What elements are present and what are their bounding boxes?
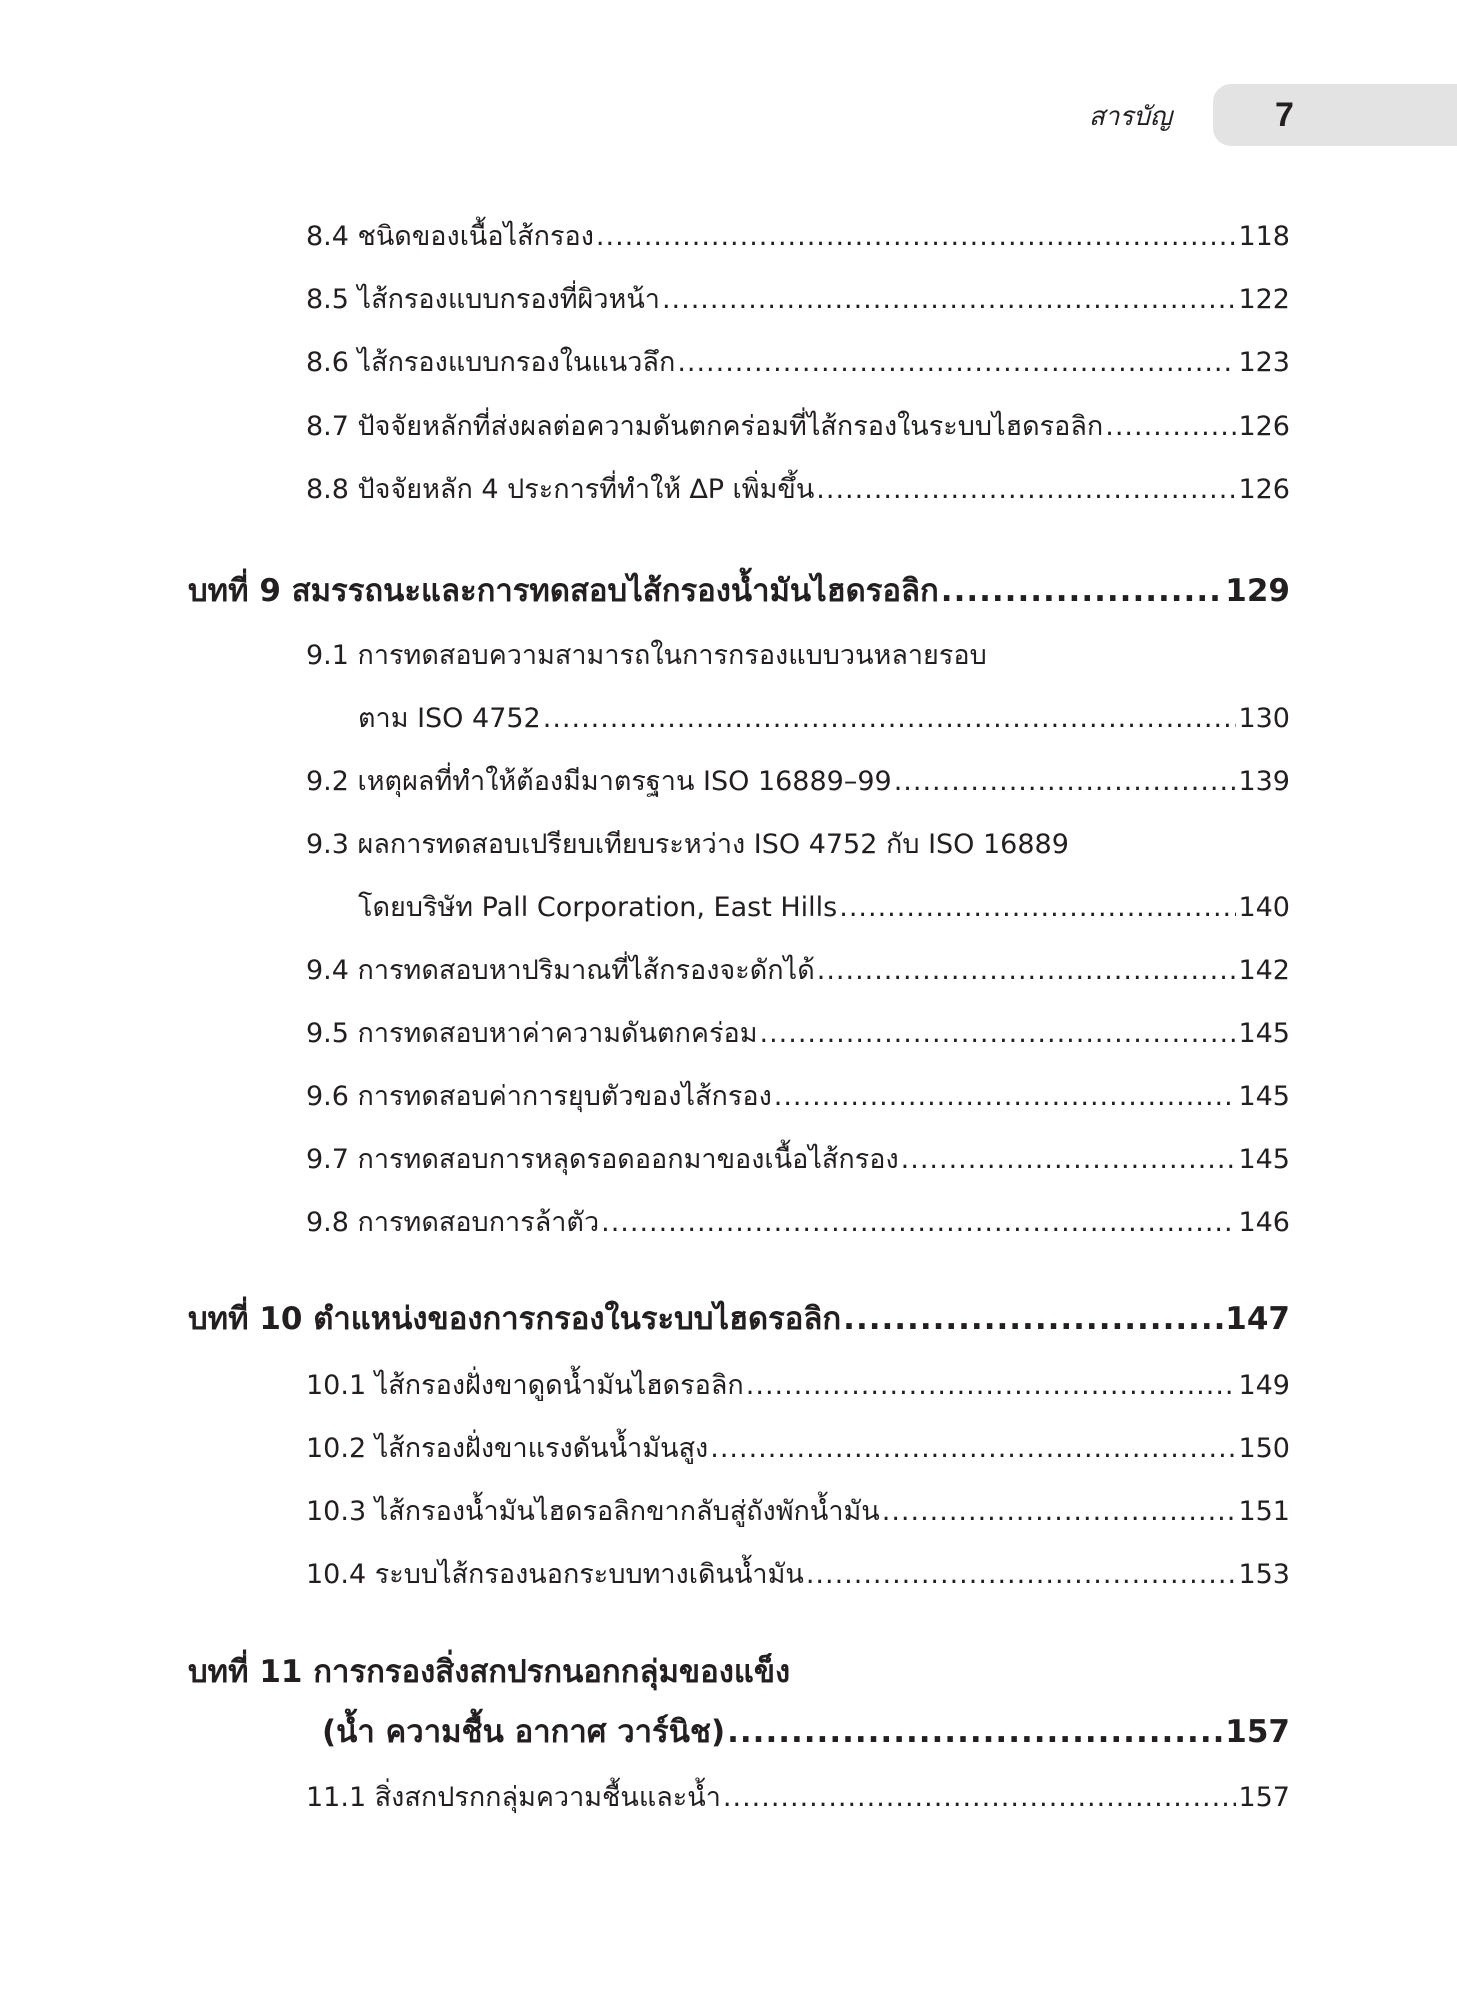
toc-entry-page: 123 (1238, 347, 1290, 378)
toc-entry-8-8[interactable] (306, 467, 1290, 510)
running-header-label: สารบัญ (1088, 102, 1172, 132)
toc-chapter-11[interactable] (322, 1706, 1290, 1756)
toc-entry-8-5[interactable] (306, 277, 1290, 320)
toc-entry-title: 8.5 ไส้กรองแบบกรองที่ผิวหน้า (306, 284, 660, 315)
toc-chapter-title: บทที่ 10 ตำแหน่งของการกรองในระบบไฮดรอลิก (188, 1301, 842, 1337)
toc-entry-title: โดยบริษัท Pall Corporation, East Hills (358, 892, 838, 923)
dot-leader (894, 766, 1237, 797)
dot-leader (901, 1144, 1237, 1175)
dot-leader (710, 1433, 1236, 1464)
toc-entry-page: 150 (1238, 1433, 1290, 1464)
toc-entry-9-2[interactable] (306, 759, 1290, 802)
page-number: 7 (1275, 96, 1294, 134)
toc-entry-title: 8.7 ปัจจัยหลักที่ส่งผลต่อความดันตกคร่อมที่ไส้กรองในระบบไฮดรอลิก (306, 411, 1104, 442)
toc-entry-9-7[interactable] (306, 1137, 1290, 1180)
toc-entry-9-4[interactable] (306, 948, 1290, 991)
dot-leader (806, 1559, 1237, 1590)
toc-entry-page: 140 (1238, 892, 1290, 923)
toc-entry-9-6[interactable] (306, 1074, 1290, 1117)
toc-entry-10-1[interactable] (306, 1363, 1290, 1406)
toc-chapter-page: 147 (1225, 1301, 1290, 1337)
toc-chapter-9[interactable] (188, 565, 1290, 615)
dot-leader (941, 573, 1223, 609)
dot-leader (843, 1301, 1223, 1337)
toc-entry-title: 9.8 การทดสอบการล้าตัว (306, 1207, 600, 1238)
toc-entry-page: 126 (1238, 411, 1290, 442)
toc-entry-title: 8.8 ปัจจัยหลัก 4 ประการที่ทำให้ ∆P เพิ่มขึ้น (306, 474, 815, 505)
toc-entry-title: 9.6 การทดสอบค่าการยุบตัวของไส้กรอง (306, 1081, 772, 1112)
toc-entry-9-8[interactable] (306, 1200, 1290, 1243)
toc-entry-page: 139 (1238, 766, 1290, 797)
toc-chapter-page: 157 (1225, 1714, 1290, 1750)
dot-leader (601, 1207, 1236, 1238)
toc-entry-11-1[interactable] (306, 1775, 1290, 1818)
toc-entry-title: 10.2 ไส้กรองฝั่งขาแรงดันน้ำมันสูง (306, 1433, 709, 1464)
dot-leader (817, 955, 1237, 986)
toc-entry-page: 149 (1238, 1370, 1290, 1401)
toc-entry-10-4[interactable] (306, 1552, 1290, 1595)
toc-chapter-page: 129 (1225, 573, 1290, 609)
dot-leader (677, 347, 1236, 378)
toc-entry-8-7[interactable] (306, 404, 1290, 447)
toc-entry-page: 126 (1238, 474, 1290, 505)
toc-entry-9-1-line1[interactable]: 9.1 การทดสอบความสามารถในการกรองแบบวนหลายรอบ (306, 640, 987, 671)
toc-entry-8-6[interactable] (306, 340, 1290, 383)
toc-entry-title: 9.7 การทดสอบการหลุดรอดออกมาของเนื้อไส้กรอง (306, 1144, 899, 1175)
dot-leader (816, 474, 1236, 505)
dot-leader (839, 892, 1236, 923)
toc-entry-page: 151 (1238, 1496, 1290, 1527)
dot-leader (543, 703, 1237, 734)
toc-entry-title: 9.5 การทดสอบหาค่าความดันตกคร่อม (306, 1018, 758, 1049)
toc-entry-title: 11.1 สิ่งสกปรกกลุ่มความชื้นและน้ำ (306, 1782, 721, 1813)
toc-entry-page: 153 (1238, 1559, 1290, 1590)
toc-entry-title: 10.1 ไส้กรองฝั่งขาดูดน้ำมันไฮดรอลิก (306, 1370, 744, 1401)
toc-entry-title: 10.4 ระบบไส้กรองนอกระบบทางเดินน้ำมัน (306, 1559, 804, 1590)
dot-leader (596, 221, 1237, 252)
toc-chapter-11-line1[interactable]: บทที่ 11 การกรองสิ่งสกปรกนอกกลุ่มของแข็ง (188, 1654, 791, 1690)
toc-entry-page: 145 (1238, 1144, 1290, 1175)
dot-leader (882, 1496, 1237, 1527)
toc-entry-9-1[interactable] (358, 696, 1290, 739)
toc-chapter-title: บทที่ 9 สมรรถนะและการทดสอบไส้กรองน้ำมันไฮดรอลิก (188, 573, 939, 609)
dot-leader (746, 1370, 1237, 1401)
toc-entry-title: ตาม ISO 4752 (358, 703, 541, 734)
toc-entry-page: 142 (1238, 955, 1290, 986)
toc-entry-page: 122 (1238, 284, 1290, 315)
toc-chapter-title: (น้ำ ความชื้น อากาศ วาร์นิช) (322, 1714, 726, 1750)
toc-entry-page: 157 (1238, 1782, 1290, 1813)
dot-leader (760, 1018, 1237, 1049)
dot-leader (662, 284, 1237, 315)
dot-leader (727, 1714, 1223, 1750)
toc-entry-10-2[interactable] (306, 1426, 1290, 1469)
toc-entry-title: 8.6 ไส้กรองแบบกรองในแนวลึก (306, 347, 676, 378)
toc-entry-page: 130 (1238, 703, 1290, 734)
toc-chapter-10[interactable] (188, 1293, 1290, 1343)
dot-leader (1105, 411, 1236, 442)
toc-entry-10-3[interactable] (306, 1489, 1290, 1532)
toc-entry-title: 9.4 การทดสอบหาปริมาณที่ไส้กรองจะดักได้ (306, 955, 815, 986)
toc-entry-page: 118 (1238, 221, 1290, 252)
toc-entry-page: 145 (1238, 1018, 1290, 1049)
toc-entry-9-3-line1[interactable]: 9.3 ผลการทดสอบเปรียบเทียบระหว่าง ISO 4752 กับ ISO 16889 (306, 829, 1069, 860)
toc-entry-8-4[interactable] (306, 214, 1290, 257)
toc-entry-title: 9.2 เหตุผลที่ทำให้ต้องมีมาตรฐาน ISO 16889–99 (306, 766, 892, 797)
dot-leader (774, 1081, 1237, 1112)
dot-leader (723, 1782, 1237, 1813)
toc-entry-9-3[interactable] (358, 885, 1290, 928)
toc-entry-page: 146 (1238, 1207, 1290, 1238)
toc-entry-title: 10.3 ไส้กรองน้ำมันไฮดรอลิกขากลับสู่ถังพักน้ำมัน (306, 1496, 880, 1527)
toc-entry-9-5[interactable] (306, 1011, 1290, 1054)
toc-entry-page: 145 (1238, 1081, 1290, 1112)
toc-entry-title: 8.4 ชนิดของเนื้อไส้กรอง (306, 221, 594, 252)
page-number-tab (1213, 84, 1457, 146)
